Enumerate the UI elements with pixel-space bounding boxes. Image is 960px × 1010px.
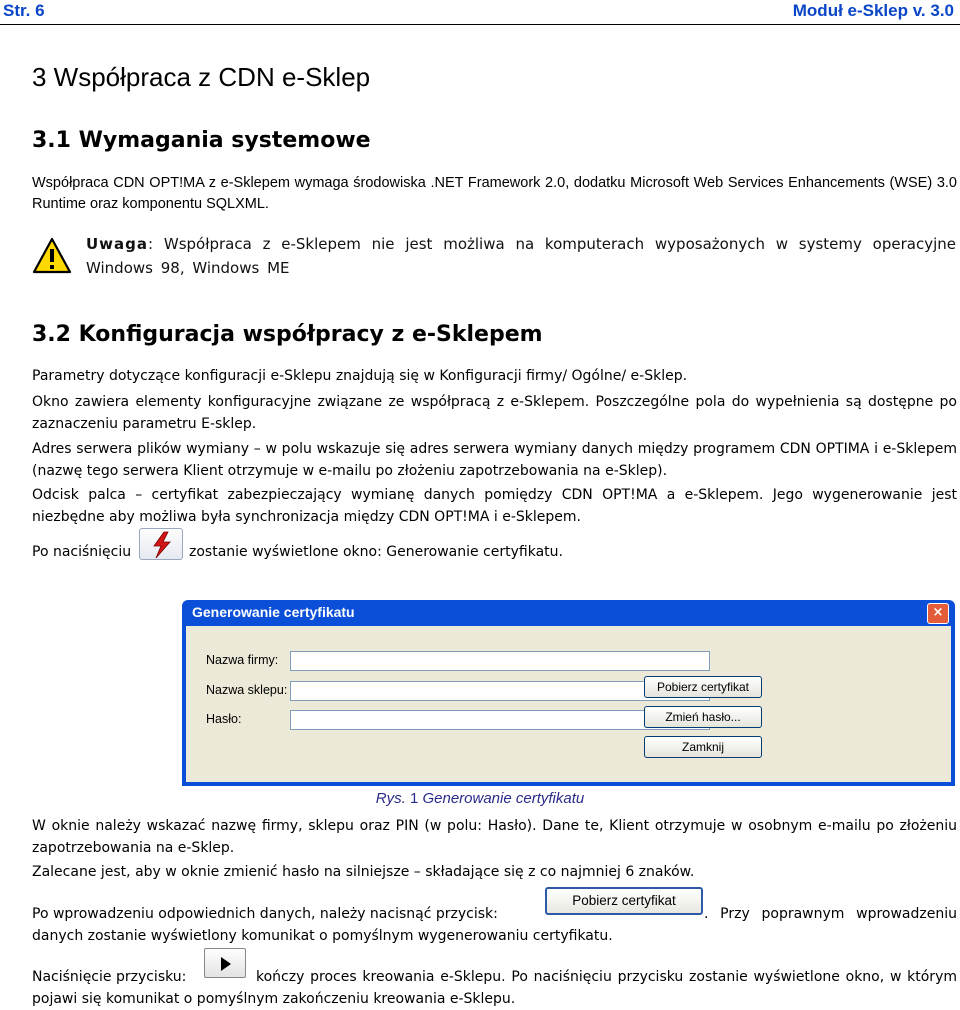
- get-certificate-button[interactable]: Pobierz certyfikat: [644, 676, 762, 698]
- certificate-dialog: [182, 600, 955, 786]
- config-paragraph-1: Parametry dotyczące konfiguracji e-Sklepu znajdują się w Konfiguracji firmy/ Ogólne/ e-Sklep.: [32, 368, 688, 384]
- caption-text: Generowanie certyfikatu: [418, 790, 585, 807]
- password-label: Hasło:: [206, 712, 242, 726]
- module-name: Moduł e-Sklep v. 3.0: [792, 1, 954, 20]
- section-title-3-2: 3.2 Konfiguracja współpracy z e-Sklepem: [32, 322, 543, 347]
- config-paragraph-4: Odcisk palca – certyfikat zabezpieczający wymianę danych pomiędzy CDN OPT!MA a e-Sklepem. Jego wygenerowanie jest niezbędne aby możliwa była synchronizacja między CDN OPT!MA i e-Sklepem.: [32, 487, 957, 525]
- config-paragraph-5-start: Po naciśnięciu: [32, 544, 132, 560]
- inline-get-certificate-button[interactable]: Pobierz certyfikat: [545, 887, 703, 915]
- lightning-certificate-icon: [140, 529, 184, 561]
- close-button[interactable]: Zamknij: [644, 736, 762, 758]
- company-name-input[interactable]: [290, 651, 710, 671]
- requirements-paragraph: Współpraca CDN OPT!MA z e-Sklepem wymaga środowiska .NET Framework 2.0, dodatku Microsoft Web Services Enhancements (WSE) 3.0 Runtime oraz komponentu SQLXML.: [32, 175, 957, 212]
- instruction-paragraph-4-start: Naciśnięcie przycisku:: [32, 969, 187, 985]
- page-header: [0, 0, 960, 24]
- company-name-label: Nazwa firmy:: [206, 653, 279, 667]
- warning-label: Uwaga: [86, 235, 149, 253]
- dialog-title: Generowanie certyfikatu: [192, 604, 355, 620]
- figure-caption: [0, 790, 960, 807]
- generate-certificate-button[interactable]: [139, 528, 183, 560]
- config-paragraph-2: Okno zawiera elementy konfiguracyjne związane ze współpracą z e-Sklepem. Poszczególne pola do wypełnienia są dostępne po zaznaczeniu parametru E-sklep.: [32, 394, 957, 432]
- warning-note: [86, 232, 956, 280]
- warning-text: : Współpraca z e-Sklepem nie jest możliwa na komputerach wyposażonych w systemy operacyjne Windows 98, Windows ME: [86, 235, 956, 277]
- shop-name-label: Nazwa sklepu:: [206, 683, 288, 697]
- dialog-body: [186, 626, 951, 782]
- page-number: Str. 6: [3, 1, 45, 20]
- instruction-paragraph-3-start: Po wprowadzeniu odpowiednich danych, należy nacisnąć przycisk:: [32, 906, 498, 922]
- caption-number: 1: [409, 790, 419, 807]
- change-password-button[interactable]: Zmień hasło...: [644, 706, 762, 728]
- instruction-paragraph-2: Zalecane jest, aby w oknie zmienić hasło na silniejsze – składające się z co najmniej 6 znaków.: [32, 864, 695, 880]
- chapter-title: 3 Współpraca z CDN e-Sklep: [32, 62, 371, 92]
- instruction-paragraph-3-end: . Przy poprawnym wprowadzeniu danych zostanie wyświetlony komunikat o pomyślnym wygenerowaniu certyfikatu.: [32, 906, 957, 944]
- dialog-close-button[interactable]: ×: [927, 603, 949, 624]
- section-title-3-1: 3.1 Wymagania systemowe: [32, 128, 371, 153]
- caption-prefix: Rys.: [375, 790, 410, 807]
- instruction-paragraph-4-end: kończy proces kreowania e-Sklepu. Po naciśnięciu przycisku zostanie wyświetlone okno, w którym pojawi się komunikat o pomyślnym zakończeniu kreowania e-Sklepu.: [32, 969, 957, 1007]
- instruction-paragraph-1: W oknie należy wskazać nazwę firmy, sklepu oraz PIN (w polu: Hasło). Dane te, Klient otrzymuje w osobnym e-mailu po złożeniu zapotrzebowania na e-Sklep.: [32, 818, 957, 856]
- config-paragraph-5-end: zostanie wyświetlone okno: Generowanie certyfikatu.: [189, 544, 563, 560]
- config-paragraph-3: Adres serwera plików wymiany – w polu wskazuje się adres serwera wymiany danych między programem CDN OPTIMA i e-Sklepem (nazwę tego serwera Klient otrzymuje w e-mailu po złożeniu zapotrzebowania na e-Sklep).: [32, 441, 957, 479]
- warning-icon: [32, 236, 72, 276]
- header-divider: [0, 24, 960, 25]
